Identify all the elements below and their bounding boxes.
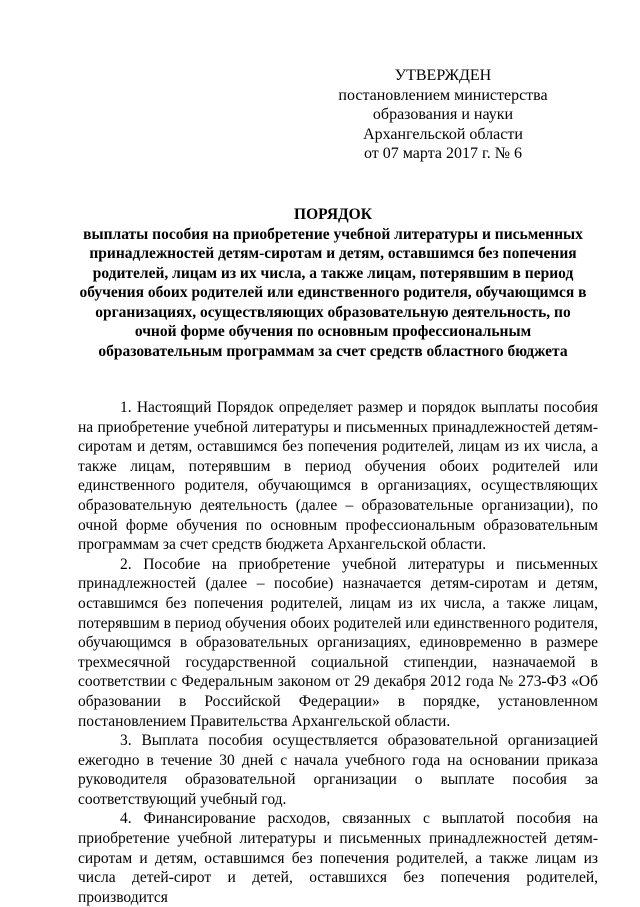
paragraph: 4. Финансирование расходов, связанных с выплатой пособия на приобретение учебной литературы и письменных принадлежностей детям-сиротам и детям, оставшимся без попечения родителей, а также лицам из числа детей-сирот и детей, оставшихся без попечения родителей, производится [78, 810, 598, 906]
paragraph: 2. Пособие на приобретение учебной литературы и письменных принадлежностей (далее – пособие) назначается детям-сиротам и детям, оставшимся без попечения родителей, лицам из их числа, а также лицам, потерявшим в период обучения обоих родителей или единственного родителя, обучающимся в образовательных организациях, единовременно в размере трехмесячной государственной социальной стипендии, назначаемой в соответствии с Федеральным законом от 29 декабря 2012 года № 273-ФЗ «Об образовании в Российской Федерации» в порядке, установленном постановлением Правительства Архангельской области. [78, 555, 598, 730]
approval-date: от 07 марта 2017 г. № 6 [364, 145, 522, 162]
approval-line: постановлением министерства [338, 86, 548, 104]
paragraph: 3. Выплата пособия осуществляется образовательной организацией ежегодно в течение 30 дней с начала учебного года на основании приказа руководителя образовательной организации о выплате пособия за соответствующий учебный год. [78, 732, 598, 808]
paragraph: 1. Настоящий Порядок определяет размер и порядок выплаты пособия на приобретение учебной литературы и письменных принадлежностей детям-сиротам и детям, оставшимся без попечения родителей, лицам из их числа, а также лицам, потерявшим в период обучения обоих родителей или единственного родителя, обучающимся в организациях, осуществляющих образовательную деятельность (далее – образовательные организации), по очной форме обучения по основным профессиональным образовательным программам за счет средств бюджета Архангельской области. [78, 399, 598, 554]
document-title [78, 205, 588, 361]
approval-heading: УТВЕРЖДЕН [394, 67, 492, 84]
approval-line: Архангельской области [363, 125, 523, 143]
approval-stamp [318, 66, 568, 164]
document-body [78, 398, 598, 907]
title-subtitle: выплаты пособия на приобретение учебной литературы и письменных принадлежностей детям-сиротам и детям, оставшимся без попечения родителей, лицам из их числа, а также лицам, потерявшим в период обучения обоих родителей или единственного родителя, обучающимся в организациях, осуществляющих образовательную деятельность, по очной форме обучения по основным профессиональным образовательным программам за счет средств областного бюджета [79, 225, 587, 360]
title-heading: ПОРЯДОК [294, 206, 372, 223]
approval-line: образования и науки [372, 106, 514, 123]
